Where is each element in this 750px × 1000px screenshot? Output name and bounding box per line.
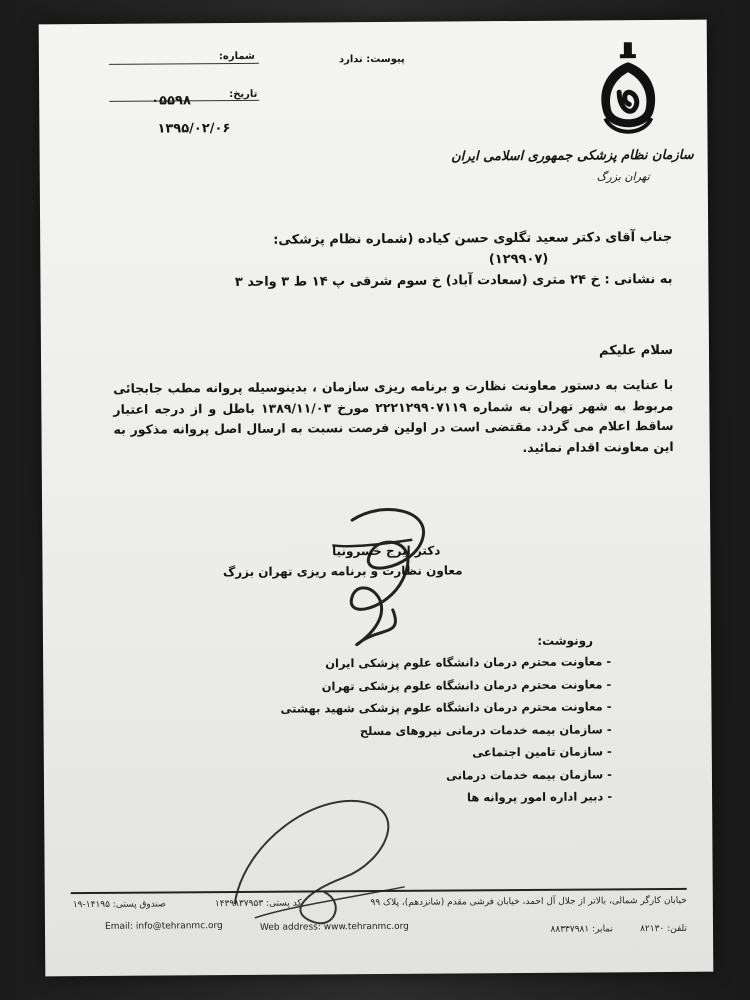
recipient-line-1: جناب آقای دکتر سعید تگلوی حسن کیاده (شماره نظام پزشکی:: [273, 229, 673, 248]
footer-phone: تلفن: ۸۲۱۳۰: [640, 923, 688, 935]
cc-item: - معاونت محترم درمان دانشگاه علوم پزشکی شهید بهشتی: [280, 699, 612, 716]
cc-title: رونوشت:: [537, 633, 594, 648]
cc-item: - معاونت محترم درمان دانشگاه علوم پزشکی ایران: [325, 654, 612, 671]
handwritten-signature-icon: [312, 499, 453, 660]
cc-item: - دبیر اداره امور پروانه ها: [466, 789, 613, 805]
attachment-label: پیوست: ندارد: [338, 53, 405, 66]
organization-branch: تهران بزرگ: [596, 170, 650, 184]
greeting: سلام علیکم: [598, 342, 674, 359]
footer-website: Web address: www.tehranmc.org: [259, 921, 409, 933]
footer-fax: نمابر: ۸۸۳۳۷۹۸۱: [550, 924, 614, 935]
signatory-title: معاون نظارت و برنامه ریزی تهران بزرگ: [222, 563, 463, 580]
signatory-name: دکتر ایرج خسرونیا: [332, 543, 441, 559]
letter-date: ۱۳۹۵/۰۲/۰۶: [157, 121, 231, 137]
second-signature-icon: [224, 782, 425, 933]
number-label: شماره:: [218, 50, 255, 63]
letter-body: با عنایت به دستور معاونت نظارت و برنامه ریزی سازمان ، بدینوسیله پروانه مطب جابجائی مربوط به شهر تهران به شماره ۲۲۲۱۲۹۹۰۷۱۱۹ مورخ ۱۳۸۹/۱۱/۰۳ باطل و از درجه اعتبار ساقط اعلام می گردد. مقتضی است در اولین فرصت نسبت به ارسال اصل پروانه مذکور به این معاونت اقدام نمائید.: [113, 376, 674, 455]
cc-item: - سازمان تامین اجتماعی: [472, 744, 612, 760]
number-line: [109, 63, 259, 65]
footer-address: خیابان کارگر شمالی، بالاتر از جلال آل احمد، خیابان فرشی مقدم (شانزدهم)، پلاک ۹۹: [370, 895, 687, 909]
cc-item: - سازمان بیمه خدمات درمانی: [446, 766, 612, 783]
organization-name: سازمان نظام پزشکی جمهوری اسلامی ایران: [451, 147, 694, 165]
letter-number: ۰۵۵۹۸: [151, 93, 191, 109]
organization-logo-icon: [593, 40, 664, 150]
letter-page: [39, 20, 714, 977]
date-label: تاریخ:: [229, 88, 258, 101]
recipient-medical-number: (۱۲۹۹۰۷): [488, 251, 549, 268]
cc-item: - سازمان بیمه خدمات درمانی نیروهای مسلح: [359, 721, 612, 738]
cc-item: - معاونت محترم درمان دانشگاه علوم پزشکی تهران: [321, 676, 612, 693]
footer-email: Email: info@tehranmc.org: [104, 921, 223, 932]
footer-postal-code: کد پستی: ۱۴۳۹۸۳۷۹۵۳: [214, 898, 302, 910]
recipient-address: به نشانی : خ ۲۴ متری (سعادت آباد) خ سوم شرقی پ ۱۴ ط ۳ واحد ۳: [234, 271, 673, 290]
footer-po-box: صندوق پستی: ۱۴۱۹۵-۱۹: [72, 899, 166, 911]
